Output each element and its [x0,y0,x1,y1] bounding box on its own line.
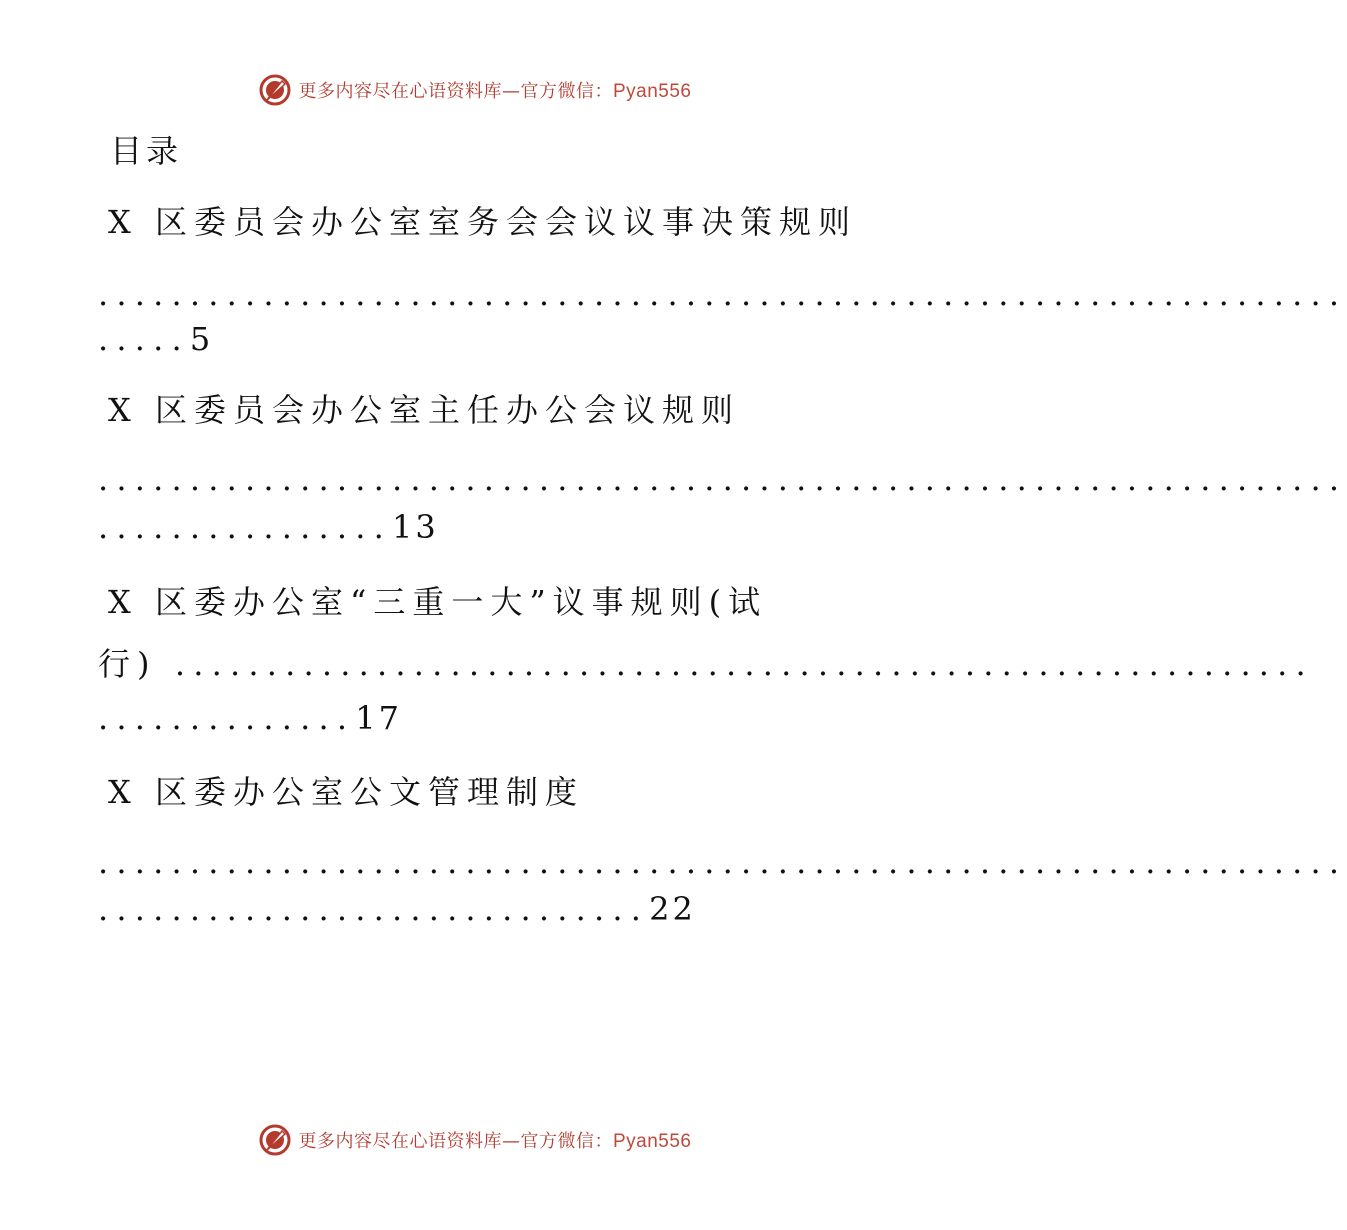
toc-leader-dots: .................................................................... [98,275,1347,313]
toc-entry-page: ................13 [98,508,439,546]
toc-entry-title: X 区委员会办公室主任办公会议规则 [108,391,740,429]
toc-entry-title: X 区委办公室“三重一大”议事规则(试 [108,583,768,621]
watermark-text: 更多内容尽在心语资料库—官方微信：Pyan556 [298,1131,692,1152]
quill-logo-icon [258,73,292,107]
toc-entry-page: .....5 [98,320,214,358]
toc-leader-dots: .................................................................... [98,843,1347,881]
toc-entry-title: X 区委办公室公文管理制度 [108,773,584,811]
toc-entry-page: ..............................22 [98,890,696,928]
toc-title: 目录 [110,132,183,170]
footer-watermark [0,1120,950,1160]
toc-entry-title: X 区委员会办公室室务会会议议事决策规则 [108,203,857,241]
toc-entry-title-continued: 行) .............................................................. [98,645,1314,683]
toc-entry-page: ..............17 [98,699,402,737]
toc-leader-dots: .................................................................... [98,460,1347,498]
quill-logo-icon [258,1123,292,1157]
header-watermark [0,70,950,110]
watermark-text: 更多内容尽在心语资料库—官方微信：Pyan556 [298,81,692,102]
